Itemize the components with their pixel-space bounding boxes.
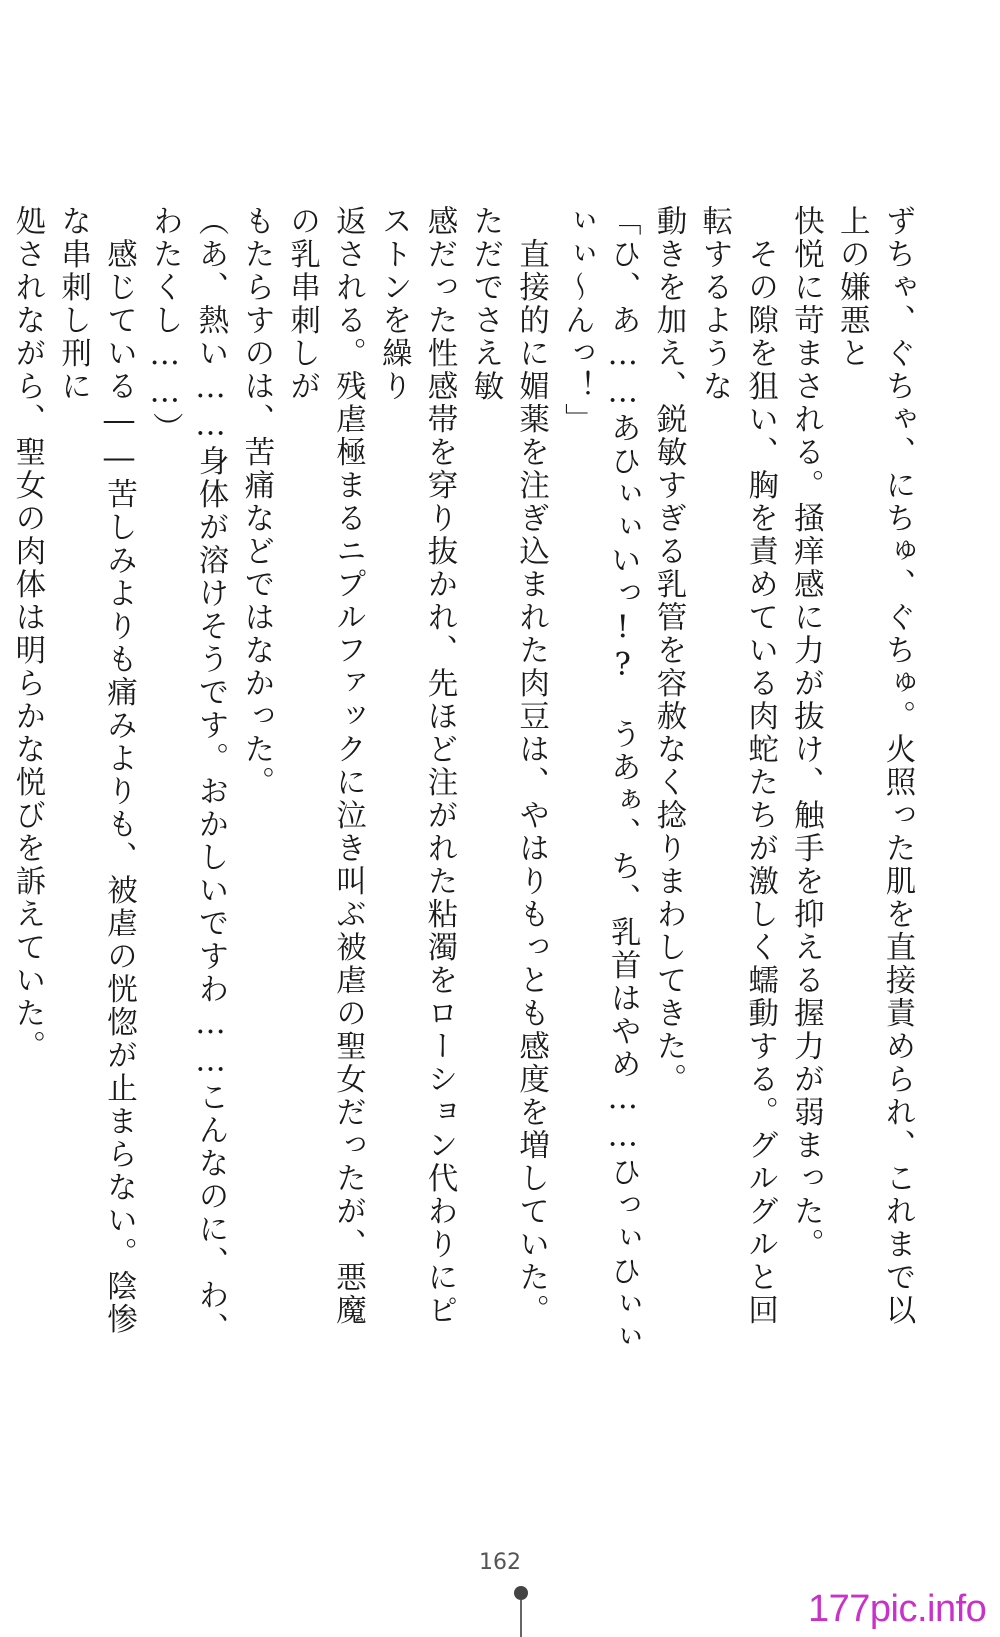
bookmark-ribbon-line <box>520 1600 522 1637</box>
text-line: 快悦に苛まされる。掻痒感に力が抜け、触手を抑える握力が弱まった。 <box>788 205 824 1261</box>
page-number: 162 <box>479 1550 521 1575</box>
text-line: 処されながら、聖女の肉体は明らかな悦びを訴えていた。 <box>9 205 45 1063</box>
text-line: 返される。残虐極まるニプルファックに泣き叫ぶ被虐の聖女だったが、悪魔の乳串刺しが <box>284 205 366 1327</box>
bookmark-marker-icon <box>514 1586 528 1600</box>
body-text <box>9 205 920 1355</box>
text-line: その隙を狙い、胸を責めている肉蛇たちが激しく蠕動する。グルグルと回転するような <box>696 205 778 1327</box>
text-line: 感だった性感帯を穿り抜かれ、先ほど注がれた粘濁をローション代わりにピストンを繰り <box>376 205 458 1327</box>
text-line: もたらすのは、苦痛などではなかった。 <box>238 205 274 799</box>
text-line: ずちゃ、ぐちゃ、にちゅ、ぐちゅ。火照った肌を直接責められ、これまで以上の嫌悪と <box>834 205 915 1327</box>
text-line: 感じている――苦しみよりも痛みよりも、被虐の恍惚が止まらない。陰惨な串刺し刑に <box>55 205 137 1336</box>
text-line <box>0 205 4 1355</box>
text-line: 直接的に媚薬を注ぎ込まれた肉豆は、やはりもっとも感度を増していた。ただでさえ敏 <box>467 205 549 1327</box>
text-line: 動きを加え、鋭敏すぎる乳管を容赦なく捻りまわしてきた。 <box>651 205 687 1096</box>
text-line: （あ、熱い……身体が溶けそうです。おかしいですわ……こんなのに、わ、わたくし……） <box>147 205 229 1345</box>
text-line: 「ひ、あ……あひぃぃいっ!? うあぁ、ち、乳首はやめ……ひっぃひぃぃぃぃ～んっ！」 <box>559 205 641 1354</box>
watermark-link[interactable]: 177pic.info <box>808 1588 987 1630</box>
